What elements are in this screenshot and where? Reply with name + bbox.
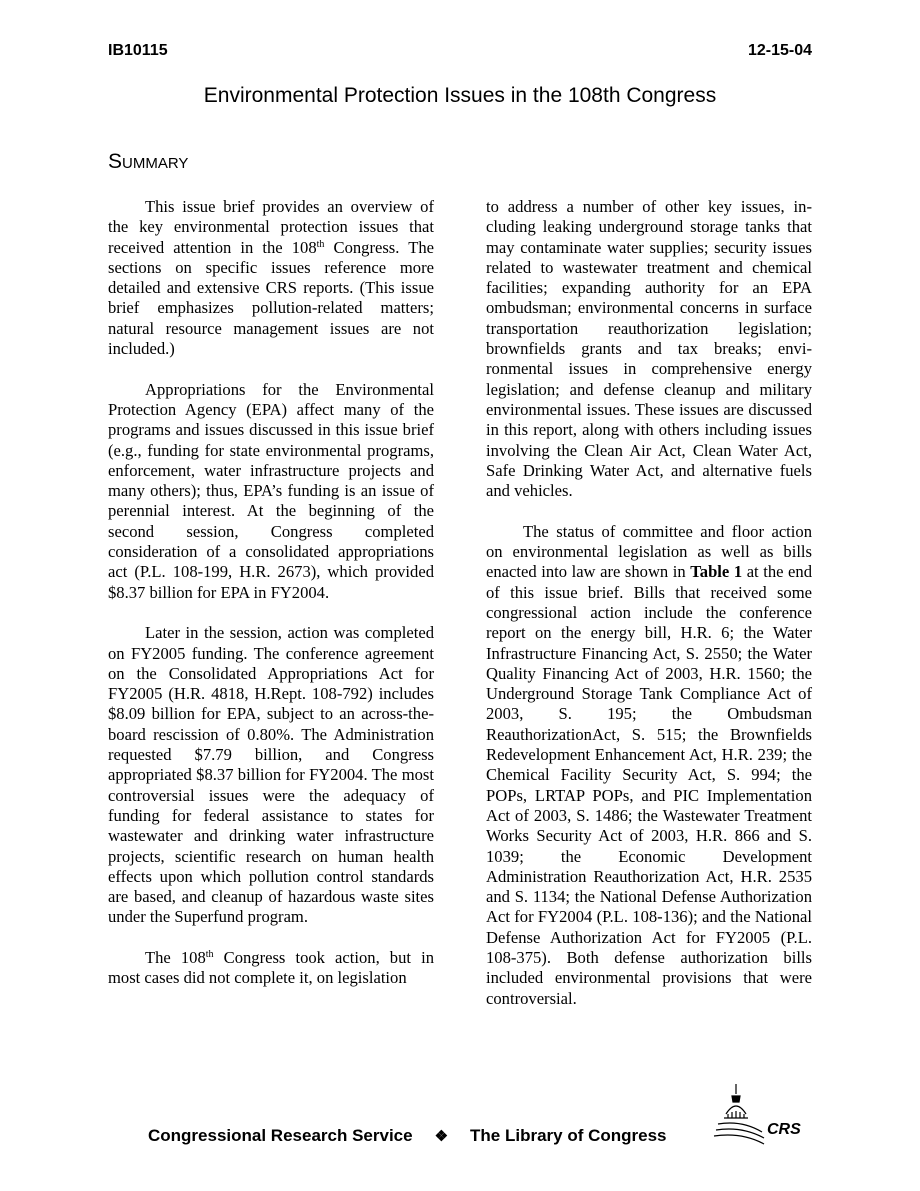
page-footer (148, 1126, 667, 1146)
paragraph: The 108th Congress took action, but in most cases did not complete it, on legislation (108, 947, 434, 988)
doc-date: 12-15-04 (747, 42, 812, 59)
page-title: Environmental Protection Issues in the 108th Congress (203, 84, 717, 107)
crs-capitol-logo (712, 1080, 812, 1148)
crs-logo-text: CRS (767, 1121, 801, 1138)
diamond-separator-icon: ❖ (434, 1128, 449, 1145)
doc-id: IB10115 (108, 42, 168, 59)
paragraph: The status of committee and floor action on environmental legislation as well as bills enacted into law are shown in Table 1 at the end of this issue brief. Bills that received some congressional action include the conference report on the energy bill, H.R. 6; the Water Infrastructure Financing Act, S. 2550; the Water Quality Financing Act of 2003, H.R. 1560; the Underground Storage Tank Compliance Act of 2003, S. 195; the Ombudsman ReauthorizationAct, S. 515; the Brownfields Redevelopment Enhancement Act, H.R. 239; the Chemical Facility Security Act, S. 994; the POPs, LRTAP POPs, and PIC Implementation Act of 2003, S. 1486; the Wastewater Treatment Works Security Act of 2003, H.R. 866 and S. 1039; the Economic Development Administration Reauthorization Act, H.R. 2535 and S. 1134; the National Defense Authorization Act for FY2004 (P.L. 108-136); and the National Defense Authorization Act for FY2005 (P.L. 108-375). Both defense authorization bills included environmental provisions that were controversial. (486, 521, 812, 1008)
paragraph: Later in the session, action was completed on FY2005 funding. The conference agreement on the Consolidated Appropriations Act for FY2005 (H.R. 4818, H.Rept. 108-792) includes $8.09 billion for EPA, subject to an across-the-board rescission of 0.80%. The Administration requested $7.79 billion, and Congress appropriated $8.37 billion for FY2004. The most controversial issues were the adequacy of funding for federal assistance to states for wastewater and drinking water infrastructure projects, scientific research on human health effects upon which pollution control standards are based, and cleanup of hazardous waste sites under the Superfund program. (108, 623, 434, 927)
section-heading: Summary (108, 150, 189, 173)
right-column (486, 197, 812, 1029)
footer-crs: Congressional Research Service (148, 1126, 413, 1145)
paragraph: Appropriations for the Environmental Protection Agency (EPA) affect many of the programs and issues discussed in this issue brief (e.g., funding for state environmental programs, enforcement, water infrastructure projects and many others); thus, EPA’s funding is an issue of perennial interest. At the beginning of the second session, Congress completed consideration of a consolidated appropriations act (P.L. 108-199, H.R. 2673), which provided $8.37 billion for EPA in FY2004. (108, 379, 434, 602)
page-header (108, 42, 812, 60)
left-column (108, 197, 434, 1009)
paragraph: This issue brief provides an overview of the key environmental protection issues that received attention in the 108th Congress. The sections on specific issues reference more detailed and extensive CRS reports. (This issue brief emphasizes pollution-related matters; natural resource management issues are not included.) (108, 197, 434, 359)
paragraph: to address a number of other key issues, including leaking underground storage tanks that may contaminate water supplies; security issues related to wastewater treatment and chemical facilities; expanding authority for an EPA ombudsman; environmental concerns in surface transportation reauthorization legislation; brownfields grants and tax breaks; environmental issues in comprehensive energy legislation; and defense cleanup and military environmental issues. These issues are discussed in this report, along with others including issues involving the Clean Air Act, Clean Water Act, Safe Drinking Water Act, and alternative fuels and vehicles. (486, 197, 812, 501)
footer-loc: The Library of Congress (470, 1126, 667, 1145)
